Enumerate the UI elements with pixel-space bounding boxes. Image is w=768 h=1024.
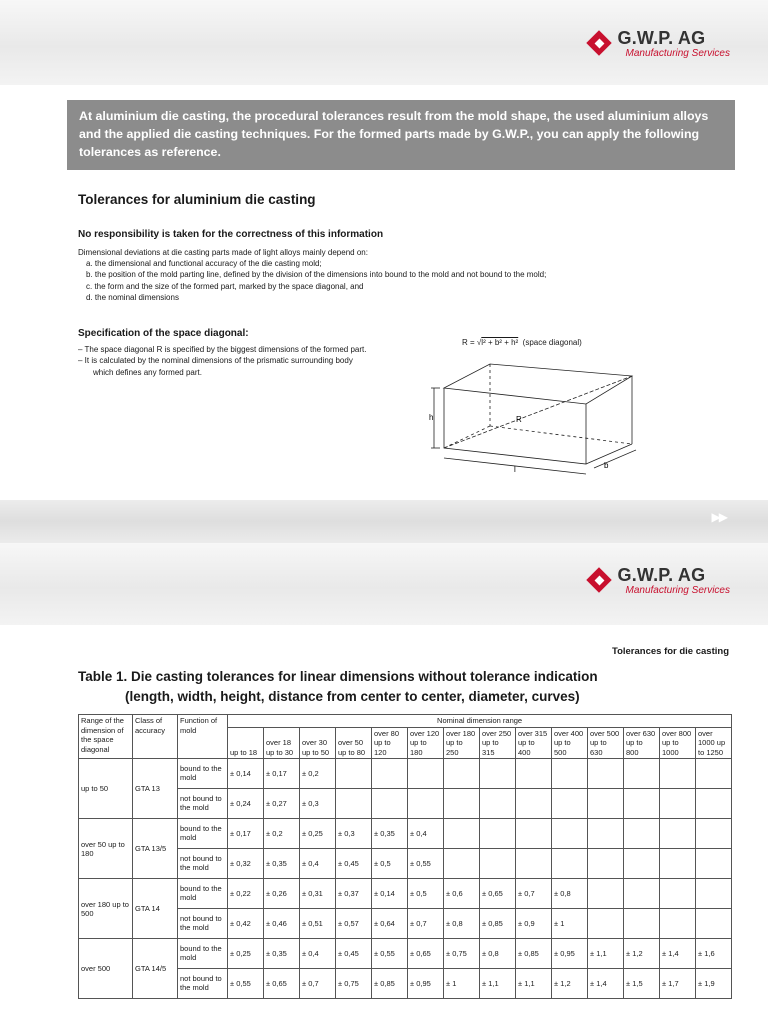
tolerance-cell: ± 0,75 (444, 939, 480, 969)
nominal-range-header: over 120 up to 180 (408, 727, 444, 759)
function-cell: bound to the mold (178, 819, 228, 849)
tolerance-cell: ± 0,3 (300, 789, 336, 819)
nominal-range-header: over 400 up to 500 (552, 727, 588, 759)
tolerance-cell: ± 0,42 (228, 909, 264, 939)
tolerance-cell: ± 1,2 (552, 969, 588, 999)
tolerance-cell: ± 0,55 (372, 939, 408, 969)
tolerance-cell: ± 0,8 (444, 909, 480, 939)
tolerance-cell (624, 909, 660, 939)
function-cell: bound to the mold (178, 879, 228, 909)
next-page-arrows-icon: ▶▶ (711, 510, 726, 524)
table-row (79, 759, 732, 789)
nominal-range-header: over 180 up to 250 (444, 727, 480, 759)
second-header (0, 543, 768, 625)
tolerance-cell (624, 879, 660, 909)
list-item: – It is calculated by the nominal dimensions of the prismatic surrounding body (78, 356, 353, 366)
nominal-range-header: over 630 up to 800 (624, 727, 660, 759)
list-item: d. the nominal dimensions (86, 293, 179, 303)
table-title-line1: Table 1. Die casting tolerances for linear dimensions without tolerance indication (78, 669, 598, 684)
tolerance-cell: ± 0,57 (336, 909, 372, 939)
tolerance-cell (336, 789, 372, 819)
table-row (79, 879, 732, 909)
tolerance-cell: ± 0,35 (264, 849, 300, 879)
tolerance-cell: ± 0,8 (552, 879, 588, 909)
tolerance-cell: ± 0,45 (336, 939, 372, 969)
tolerance-cell: ± 0,7 (408, 909, 444, 939)
tolerance-cell (660, 879, 696, 909)
nominal-range-header: over 18 up to 30 (264, 727, 300, 759)
tolerance-cell (696, 789, 732, 819)
tolerance-cell (696, 759, 732, 789)
tolerance-cell (624, 819, 660, 849)
nominal-range-header: over 30 up to 50 (300, 727, 336, 759)
table-row (79, 819, 732, 849)
nominal-range-header: up to 18 (228, 727, 264, 759)
tolerance-cell (588, 789, 624, 819)
tolerance-cell: ± 0,14 (228, 759, 264, 789)
list-item: a. the dimensional and functional accuracy of the die casting mold; (86, 259, 322, 268)
page-subtitle: Tolerances for die casting (611, 646, 729, 657)
tolerance-cell: ± 1,5 (624, 969, 660, 999)
range-cell: up to 50 (79, 759, 133, 819)
tolerance-cell: ± 0,46 (264, 909, 300, 939)
tolerance-cell: ± 0,85 (480, 909, 516, 939)
header-nominal: Nominal dimension range (228, 715, 732, 728)
logo-name: G.W.P. AG (617, 565, 706, 585)
tolerance-cell: ± 1 (444, 969, 480, 999)
prism-diagram (424, 356, 644, 486)
header-function: Function of mold (178, 715, 228, 759)
tolerance-cell (588, 819, 624, 849)
tolerance-cell (516, 819, 552, 849)
tolerance-cell (444, 789, 480, 819)
tolerance-cell (444, 849, 480, 879)
nominal-range-header: over 315 up to 400 (516, 727, 552, 759)
formula-radicand: l² + b² + h² (481, 338, 519, 347)
tolerance-cell (696, 849, 732, 879)
tolerance-cell (480, 759, 516, 789)
tolerance-table (78, 714, 732, 999)
tolerance-cell (372, 789, 408, 819)
tolerance-cell (408, 789, 444, 819)
tolerance-cell: ± 1,6 (696, 939, 732, 969)
list-item: which defines any formed part. (93, 367, 202, 377)
nominal-range-header: over 1000 up to 1250 (696, 727, 732, 759)
tolerance-cell: ± 0,7 (300, 969, 336, 999)
tolerance-cell: ± 0,75 (336, 969, 372, 999)
range-cell: over 500 (79, 939, 133, 999)
tolerance-cell (696, 819, 732, 849)
tolerance-cell: ± 0,85 (516, 939, 552, 969)
range-cell: over 50 up to 180 (79, 819, 133, 879)
header-class: Class of accuracy (133, 715, 178, 759)
tolerance-cell: ± 0,31 (300, 879, 336, 909)
diamond-logo-icon (586, 30, 614, 58)
tolerance-cell (588, 759, 624, 789)
tolerance-cell: ± 0,9 (516, 909, 552, 939)
logo-name: G.W.P. AG (617, 28, 706, 48)
tolerance-cell: ± 0,7 (516, 879, 552, 909)
section-title: Tolerances for aluminium die casting (78, 192, 316, 207)
tolerance-cell: ± 0,14 (372, 879, 408, 909)
tolerance-cell (480, 849, 516, 879)
function-cell: bound to the mold (178, 759, 228, 789)
tolerance-cell (444, 759, 480, 789)
tolerance-cell: ± 0,22 (228, 879, 264, 909)
function-cell: not bound to the mold (178, 849, 228, 879)
tolerance-cell (516, 789, 552, 819)
logo-tagline: Manufacturing Services (625, 48, 730, 59)
tolerance-cell (660, 759, 696, 789)
range-cell: over 180 up to 500 (79, 879, 133, 939)
tolerance-cell (660, 849, 696, 879)
spec-list (78, 344, 408, 378)
tolerance-cell: ± 0,6 (444, 879, 480, 909)
tolerance-cell: ± 0,85 (372, 969, 408, 999)
tolerance-cell: ± 0,5 (408, 879, 444, 909)
diagram-label-l: l (514, 465, 516, 474)
tolerance-cell (588, 909, 624, 939)
nominal-range-header: over 800 up to 1000 (660, 727, 696, 759)
page-divider (0, 500, 768, 543)
function-cell: not bound to the mold (178, 789, 228, 819)
tolerance-cell: ± 1,4 (660, 939, 696, 969)
table-title (78, 667, 598, 707)
tolerance-cell (552, 819, 588, 849)
tolerance-cell: ± 1,1 (516, 969, 552, 999)
tolerance-cell: ± 1,2 (624, 939, 660, 969)
tolerance-cell (372, 759, 408, 789)
tolerance-cell (588, 879, 624, 909)
nominal-range-header: over 80 up to 120 (372, 727, 408, 759)
tolerance-cell: ± 1 (552, 909, 588, 939)
tolerance-cell: ± 0,26 (264, 879, 300, 909)
spec-title: Specification of the space diagonal: (78, 328, 249, 339)
tolerance-cell (480, 789, 516, 819)
tolerance-cell (480, 819, 516, 849)
list-item: c. the form and the size of the formed part, marked by the space diagonal, and (86, 281, 364, 291)
disclaimer: No responsibility is taken for the correctness of this information (78, 229, 384, 240)
sqrt-icon: √ (476, 338, 482, 347)
table-title-line2: (length, width, height, distance from center to center, diameter, curves) (125, 689, 580, 704)
tolerance-cell: ± 1,1 (588, 939, 624, 969)
function-cell: not bound to the mold (178, 909, 228, 939)
tolerance-cell: ± 0,4 (300, 849, 336, 879)
diamond-logo-icon (586, 567, 614, 595)
top-header (0, 0, 768, 85)
tolerance-cell: ± 0,35 (264, 939, 300, 969)
tolerance-cell (552, 789, 588, 819)
formula-note: (space diagonal) (522, 338, 582, 347)
tolerance-cell (588, 849, 624, 879)
tolerance-cell: ± 0,51 (300, 909, 336, 939)
nominal-range-header: over 50 up to 80 (336, 727, 372, 759)
tolerance-cell: ± 0,25 (228, 939, 264, 969)
tolerance-cell: ± 0,2 (300, 759, 336, 789)
tolerance-cell (660, 789, 696, 819)
class-cell: GTA 13 (133, 759, 178, 819)
tolerance-cell (660, 909, 696, 939)
diagram-label-h: h (429, 413, 434, 422)
diagram-label-r: R (516, 415, 522, 424)
tolerance-cell: ± 0,2 (264, 819, 300, 849)
tolerance-cell: ± 0,4 (408, 819, 444, 849)
class-cell: GTA 14 (133, 879, 178, 939)
tolerance-cell: ± 0,45 (336, 849, 372, 879)
tolerance-cell: ± 0,5 (372, 849, 408, 879)
formula-lhs: R = (462, 338, 477, 347)
tolerance-cell (336, 759, 372, 789)
tolerance-cell: ± 0,95 (552, 939, 588, 969)
tolerance-cell: ± 0,64 (372, 909, 408, 939)
tolerance-cell (696, 909, 732, 939)
lead-text: Dimensional deviations at die casting parts made of light alloys mainly depend on: (78, 248, 368, 257)
tolerance-cell (552, 849, 588, 879)
header-range: Range of the dimension of the space diagonal (79, 715, 133, 759)
tolerance-cell: ± 0,24 (228, 789, 264, 819)
tolerance-cell: ± 1,4 (588, 969, 624, 999)
tolerance-cell: ± 1,9 (696, 969, 732, 999)
tolerance-cell (624, 789, 660, 819)
tolerance-cell (408, 759, 444, 789)
tolerance-cell (624, 849, 660, 879)
nominal-range-header: over 250 up to 315 (480, 727, 516, 759)
tolerance-cell: ± 0,95 (408, 969, 444, 999)
list-item: – The space diagonal R is specified by the biggest dimensions of the formed part. (78, 345, 367, 354)
tolerance-cell (516, 759, 552, 789)
tolerance-cell (552, 759, 588, 789)
tolerance-table-body (79, 759, 732, 999)
tolerance-cell: ± 0,65 (480, 879, 516, 909)
tolerance-cell: ± 0,37 (336, 879, 372, 909)
tolerance-cell (516, 849, 552, 879)
tolerance-cell (624, 759, 660, 789)
intro-box: At aluminium die casting, the procedural tolerances result from the mold shape, the used aluminium alloys and the applied die casting techniques. For the formed parts made by G.W.P., you can apply the following tolerances as reference. (67, 100, 735, 170)
tolerance-cell: ± 0,8 (480, 939, 516, 969)
tolerance-cell: ± 0,4 (300, 939, 336, 969)
list-item: b. the position of the mold parting line, defined by the division of the dimensions into bound to the mold and not bound to the mold; (86, 270, 547, 280)
tolerance-cell: ± 1,1 (480, 969, 516, 999)
function-cell: bound to the mold (178, 939, 228, 969)
tolerance-cell: ± 0,25 (300, 819, 336, 849)
tolerance-cell: ± 0,27 (264, 789, 300, 819)
tolerance-cell (696, 879, 732, 909)
tolerance-cell: ± 0,17 (228, 819, 264, 849)
logo-tagline: Manufacturing Services (625, 585, 730, 596)
class-cell: GTA 14/5 (133, 939, 178, 999)
tolerance-cell: ± 0,65 (264, 969, 300, 999)
company-logo (586, 28, 731, 59)
company-logo (586, 565, 731, 596)
tolerance-cell (660, 819, 696, 849)
tolerance-cell: ± 0,55 (228, 969, 264, 999)
tolerance-cell: ± 1,7 (660, 969, 696, 999)
tolerance-cell: ± 0,32 (228, 849, 264, 879)
diagram-label-b: b (604, 461, 609, 470)
nominal-range-header: over 500 up to 630 (588, 727, 624, 759)
tolerance-cell: ± 0,65 (408, 939, 444, 969)
table-row (79, 939, 732, 969)
function-cell: not bound to the mold (178, 969, 228, 999)
tolerance-cell: ± 0,3 (336, 819, 372, 849)
tolerance-cell (444, 819, 480, 849)
tolerance-cell: ± 0,55 (408, 849, 444, 879)
tolerance-cell: ± 0,35 (372, 819, 408, 849)
space-diagonal-formula (462, 338, 582, 347)
tolerance-cell: ± 0,17 (264, 759, 300, 789)
class-cell: GTA 13/5 (133, 819, 178, 879)
factor-list (86, 258, 546, 304)
